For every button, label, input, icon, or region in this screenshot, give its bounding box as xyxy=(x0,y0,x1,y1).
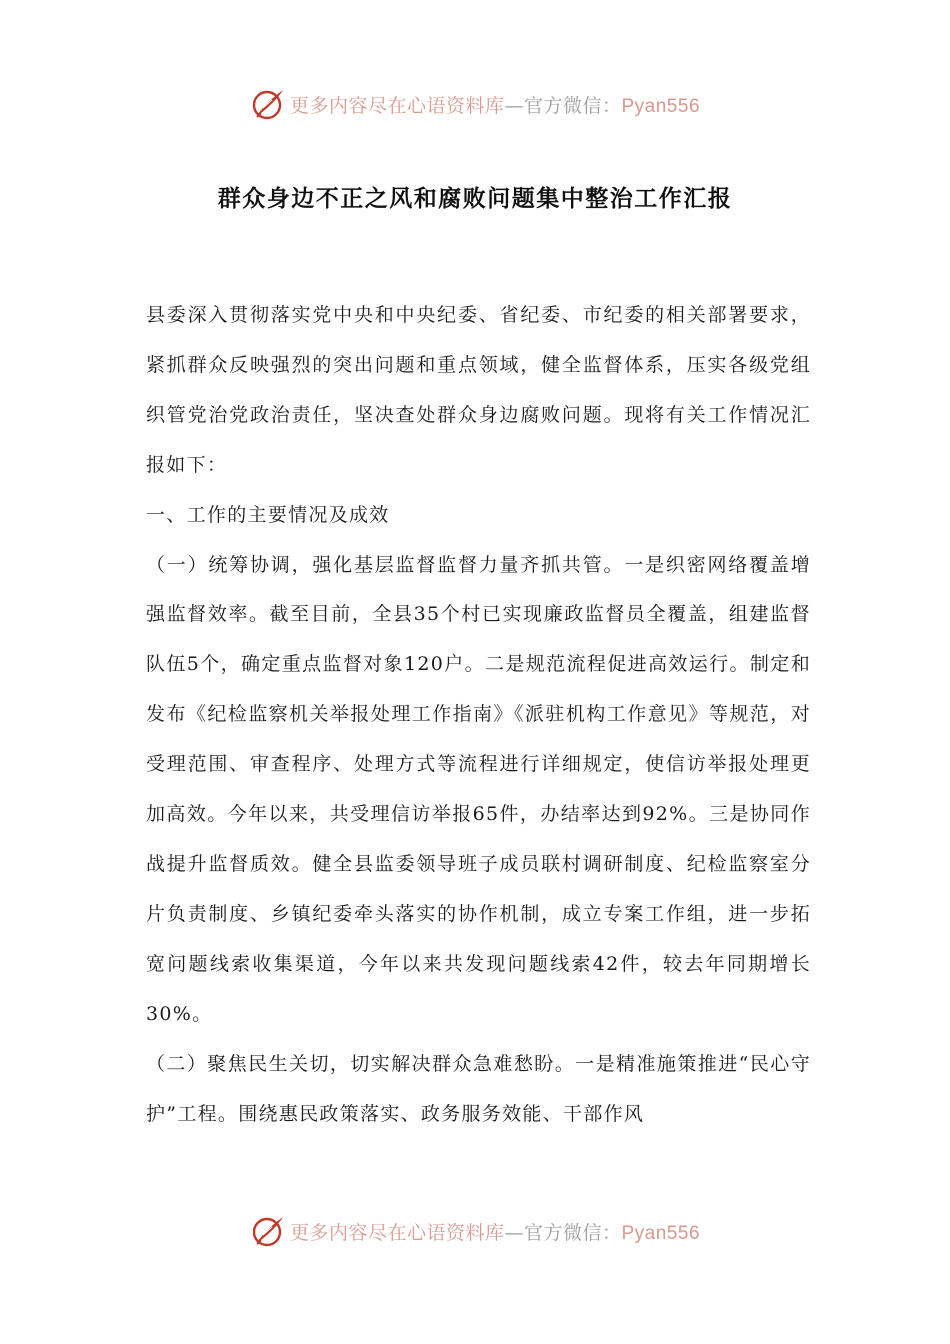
paragraph-intro: 县委深入贯彻落实党中央和中央纪委、省纪委、市纪委的相关部署要求，紧抓群众反映强烈的突出问题和重点领域，健全监督体系，压实各级党组织管党治党政治责任，坚决查处群众身边腐败问题。现将有关工作情况汇报如下： xyxy=(146,304,811,476)
paragraph-section-1-2: （二）聚焦民生关切，切实解决群众急难愁盼。一是精准施策推进“民心守护”工程。围绕惠民政策落实、政务服务效能、干部作风 xyxy=(146,1052,811,1125)
quill-pen-logo-icon xyxy=(250,86,286,122)
watermark-wechat-id: Pyan556 xyxy=(621,95,701,117)
watermark-text-red: 更多内容尽在心语资料库 xyxy=(289,1221,505,1244)
watermark-text xyxy=(290,91,700,118)
watermark-text-red: 更多内容尽在心语资料库 xyxy=(289,94,505,117)
document-body xyxy=(146,291,811,1139)
paragraph-section-1-1: （一）统筹协调，强化基层监督监督力量齐抓共管。一是织密网络覆盖增强监督效率。截至目前，全县35个村已实现廉政监督员全覆盖，组建监督队伍5个，确定重点监督对象120户。二是规范流程促进高效运行。制定和发布《纪检监察机关举报处理工作指南》《派驻机构工作意见》等规范，对受理范围、审查程序、处理方式等流程进行详细规定，使信访举报处理更加高效。今年以来，共受理信访举报65件，办结率达到92%。三是协同作战提升监督质效。健全县监委领导班子成员联村调研制度、纪检监察室分片负责制度、乡镇纪委牵头落实的协作机制，成立专案工作组，进一步拓宽问题线索收集渠道，今年以来共发现问题线索42件，较去年同期增长30%。 xyxy=(146,553,811,1025)
watermark-banner-bottom xyxy=(0,1211,950,1251)
section-heading-1: 一、工作的主要情况及成效 xyxy=(146,503,390,526)
quill-pen-logo-icon xyxy=(250,1213,286,1249)
watermark-text-grey: —官方微信： xyxy=(504,94,622,117)
watermark-wechat-id: Pyan556 xyxy=(621,1222,701,1244)
document-title: 群众身边不正之风和腐败问题集中整治工作汇报 xyxy=(217,185,733,212)
watermark-text-grey: —官方微信： xyxy=(504,1221,622,1244)
watermark-banner-top xyxy=(0,84,950,124)
watermark-text xyxy=(290,1218,700,1245)
